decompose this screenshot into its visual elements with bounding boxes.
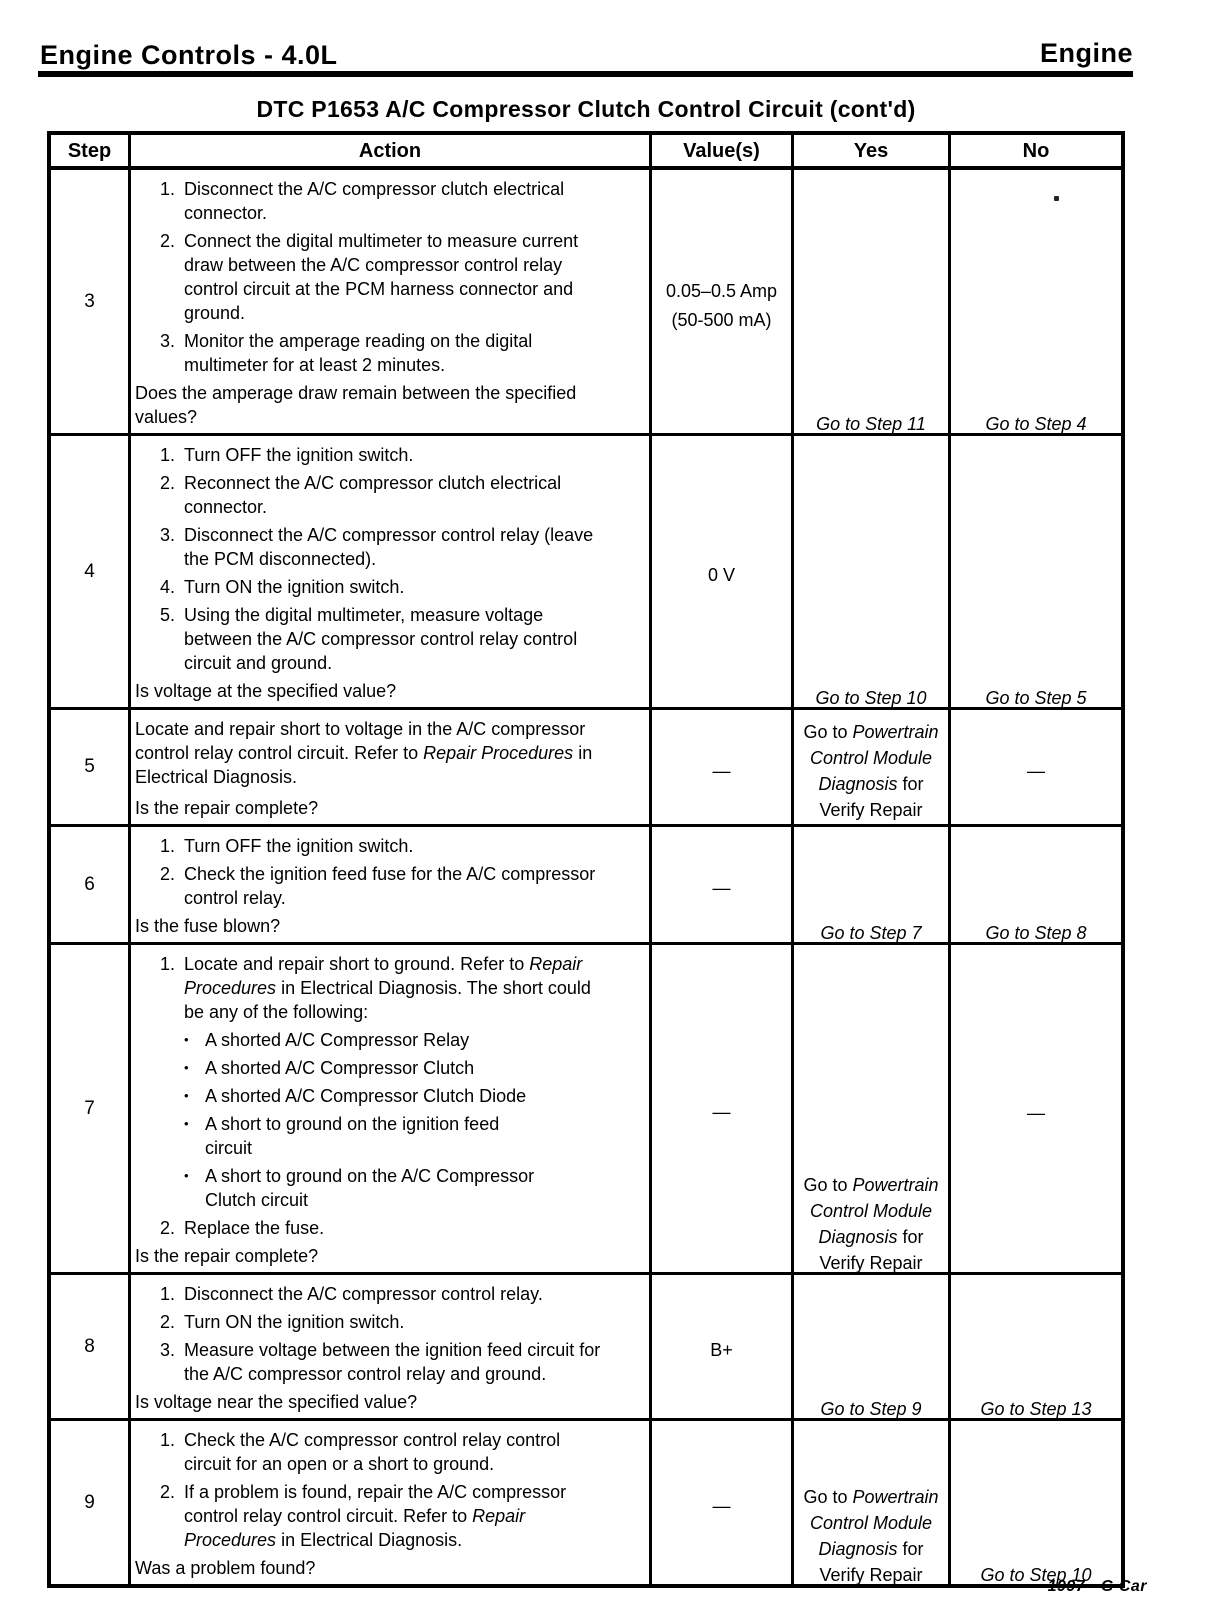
text-segment: Disconnect the A/C compressor control relay.: [184, 1284, 543, 1304]
text-segment: 0.05–0.5 Amp: [665, 280, 778, 301]
text-segment: Powertrain Control Module Diagnosis: [809, 1175, 939, 1247]
text-segment: —: [712, 878, 731, 898]
cell-line: [713, 874, 731, 903]
text-segment: Measure voltage between the ignition feed circuit for the A/C compressor control relay and ground.: [184, 1340, 601, 1384]
page-footer: 1997 - G Car: [1047, 1578, 1147, 1595]
no-cell-content: [951, 1421, 1121, 1584]
action-question: Is voltage near the specified value?: [135, 1392, 418, 1412]
value-cell: [652, 170, 794, 433]
list-number: 2.: [159, 864, 175, 884]
text-segment: If a problem is found, repair the A/C compressor control relay control circuit. Refer to: [184, 1482, 567, 1526]
action-question: Is the fuse blown?: [135, 916, 281, 936]
text-segment: Go to: [803, 1487, 853, 1507]
no-cell: [951, 945, 1121, 1272]
action-item-num: [135, 1338, 609, 1386]
step-cell: 8: [51, 1275, 131, 1418]
no-cell-content: [951, 170, 1121, 433]
action-item-text: [205, 1028, 535, 1052]
column-header-action: Action: [131, 135, 652, 166]
table-row: [51, 945, 1121, 1275]
action-cell: [131, 827, 652, 942]
action-item-text: [205, 1164, 535, 1212]
header-rule: [38, 71, 1133, 77]
action-item-num: [135, 1282, 609, 1306]
table-body: [51, 170, 1121, 1584]
action-item-num: [135, 177, 609, 225]
text-segment: Go to: [803, 722, 853, 742]
text-segment: Powertrain Control Module Diagnosis: [809, 722, 939, 794]
action-item-text: [184, 471, 609, 519]
text-segment: Monitor the amperage reading on the digital multimeter for at least 2 minutes.: [184, 331, 533, 375]
list-number: 1.: [159, 954, 175, 974]
text-segment: Locate and repair short to ground. Refer to: [184, 954, 530, 974]
cell-line: [708, 561, 735, 590]
action-item-bullet: [184, 1056, 609, 1080]
cell-line: [800, 1172, 942, 1272]
list-number: 4.: [159, 577, 175, 597]
text-segment: Check the ignition feed fuse for the A/C compressor control relay.: [184, 864, 596, 908]
action-item-text: [184, 862, 609, 910]
action-item-text: [184, 1216, 609, 1240]
text-segment: Turn OFF the ignition switch.: [184, 445, 414, 465]
no-cell: [951, 170, 1121, 433]
cell-line: [985, 411, 1086, 433]
step-cell: 3: [51, 170, 131, 433]
text-segment: Go to Step 10: [815, 688, 927, 707]
cell-line: [800, 1484, 942, 1584]
cell-line: [820, 920, 921, 942]
action-item-num: [135, 1428, 609, 1476]
page-title: DTC P1653 A/C Compressor Clutch Control Circuit (cont'd): [256, 96, 916, 122]
list-number: 3.: [159, 525, 175, 545]
step-cell: 7: [51, 945, 131, 1272]
no-cell-content: [951, 436, 1121, 707]
text-segment: (50-500 mA): [671, 309, 772, 330]
action-item-num: [135, 952, 609, 1024]
action-question: Is the repair complete?: [135, 798, 319, 818]
value-cell: [652, 436, 794, 707]
yes-cell: [794, 1421, 951, 1584]
action-item-bullet: [184, 1164, 609, 1212]
text-segment: A shorted A/C Compressor Clutch: [205, 1058, 475, 1078]
no-cell: [951, 436, 1121, 707]
yes-cell-content: [794, 1275, 948, 1418]
text-segment: for Verify Repair: [819, 1539, 924, 1584]
yes-cell-content: [794, 945, 948, 1272]
text-segment: Repair Procedures: [423, 743, 574, 763]
action-item-text: [205, 1112, 535, 1160]
value-cell-content: [652, 1275, 791, 1418]
bullet-marker: •: [184, 1168, 189, 1183]
cell-line: [985, 685, 1086, 707]
no-cell-content: [951, 710, 1121, 824]
list-number: 1.: [159, 836, 175, 856]
text-segment: Go to Step 5: [985, 688, 1087, 707]
text-segment: Turn ON the ignition switch.: [184, 1312, 405, 1332]
yes-cell: [794, 1275, 951, 1418]
cell-line: [820, 1396, 921, 1418]
text-segment: —: [712, 760, 731, 781]
no-cell-content: [951, 945, 1121, 1272]
value-cell-content: [652, 945, 791, 1272]
no-cell: [951, 1421, 1121, 1584]
no-cell-content: [951, 827, 1121, 942]
text-segment: —: [712, 1496, 731, 1516]
bullet-marker: •: [184, 1060, 189, 1075]
no-cell: [951, 1275, 1121, 1418]
action-item-text: [184, 575, 609, 599]
yes-cell-content: [794, 170, 948, 433]
page-header-section: Engine Controls - 4.0L: [40, 40, 338, 70]
action-item-text: [184, 1428, 609, 1476]
yes-cell: [794, 945, 951, 1272]
yes-cell-content: [794, 710, 948, 824]
yes-cell: [794, 827, 951, 942]
text-segment: Turn OFF the ignition switch.: [184, 836, 414, 856]
text-segment: Check the A/C compressor control relay control circuit for an open or a short to ground.: [184, 1430, 561, 1474]
action-item-num: [135, 1480, 609, 1552]
cell-line: [985, 920, 1086, 942]
list-number: 1.: [159, 445, 175, 465]
cell-line: [671, 306, 771, 335]
action-question: Is voltage at the specified value?: [135, 681, 397, 701]
value-cell: [652, 945, 794, 1272]
action-item-text: [184, 952, 609, 1024]
text-segment: A shorted A/C Compressor Clutch Diode: [205, 1086, 527, 1106]
page-header-chapter: Engine: [1039, 38, 1133, 68]
action-cell: [131, 710, 652, 824]
yes-cell-content: [794, 1421, 948, 1584]
cell-line: [713, 1098, 731, 1127]
no-cell-content: [951, 1275, 1121, 1418]
step-cell: 6: [51, 827, 131, 942]
cell-line: [816, 411, 926, 433]
cell-line: [713, 1492, 731, 1521]
list-number: 5.: [159, 605, 175, 625]
text-segment: Go to Step 7: [820, 923, 922, 942]
cell-line: [710, 1336, 733, 1365]
text-segment: Disconnect the A/C compressor clutch electrical connector.: [184, 179, 565, 223]
action-item-num: [135, 229, 609, 325]
column-header-values: Value(s): [652, 135, 794, 166]
action-cell: [131, 436, 652, 707]
column-header-yes: Yes: [794, 135, 951, 166]
cell-line: [666, 277, 777, 306]
yes-cell: [794, 436, 951, 707]
diagnostic-table: [47, 131, 1125, 1588]
cell-line: [1027, 758, 1045, 784]
value-cell-content: [652, 1421, 791, 1584]
action-item-num: [135, 1216, 609, 1240]
value-cell: [652, 710, 794, 824]
action-item-bullet: [184, 1084, 609, 1108]
action-item-text: [205, 1056, 535, 1080]
text-segment: Go to Step 13: [980, 1399, 1092, 1418]
value-cell: [652, 1275, 794, 1418]
action-item-num: [135, 471, 609, 519]
action-item-text: [184, 229, 609, 325]
text-segment: Repair Procedures: [184, 1506, 526, 1550]
text-segment: 0 V: [707, 565, 736, 585]
text-segment: Go to Step 10: [980, 1565, 1092, 1584]
text-segment: —: [1027, 761, 1045, 781]
action-question: Was a problem found?: [135, 1558, 316, 1578]
action-item-text: [184, 177, 609, 225]
bullet-marker: •: [184, 1088, 189, 1103]
value-cell-content: [652, 710, 791, 824]
step-cell: 9: [51, 1421, 131, 1584]
bullet-marker: •: [184, 1032, 189, 1047]
table-row: [51, 170, 1121, 436]
table-row: [51, 1275, 1121, 1421]
action-item-text: [184, 1310, 609, 1334]
value-cell-content: [652, 827, 791, 942]
action-item-text: [184, 523, 609, 571]
action-item-text: [184, 1282, 609, 1306]
text-segment: Go to Step 11: [816, 414, 926, 433]
action-item-num: [135, 443, 609, 467]
action-cell: [131, 1275, 652, 1418]
action-item-num: [135, 329, 609, 377]
action-item-num: [135, 834, 609, 858]
text-segment: —: [712, 1102, 731, 1122]
list-number: 1.: [159, 1430, 175, 1450]
action-item-para: [135, 717, 609, 789]
cell-line: [1027, 1100, 1045, 1126]
action-item-text: [184, 329, 609, 377]
action-item-num: [135, 575, 609, 599]
text-segment: in Electrical Diagnosis.: [276, 1530, 463, 1550]
action-cell: [131, 170, 652, 433]
table-header-row: [51, 135, 1121, 170]
yes-cell-content: [794, 436, 948, 707]
table-row: [51, 710, 1121, 827]
list-number: 3.: [159, 331, 175, 351]
print-artifact-speck: [1054, 196, 1059, 201]
action-item-text: [184, 1480, 609, 1552]
text-segment: A shorted A/C Compressor Relay: [205, 1030, 470, 1050]
action-item-text: [184, 443, 609, 467]
text-segment: for Verify Repair: [819, 1227, 924, 1272]
list-number: 2.: [159, 231, 175, 251]
table-row: [51, 827, 1121, 945]
text-segment: A short to ground on the A/C Compressor Clutch circuit: [205, 1166, 535, 1210]
value-cell-content: [652, 170, 791, 433]
bullet-marker: •: [184, 1116, 189, 1131]
action-item-text: [184, 834, 609, 858]
list-number: 2.: [159, 473, 175, 493]
cell-line: [713, 757, 731, 786]
no-cell: [951, 710, 1121, 824]
text-segment: B+: [710, 1340, 733, 1360]
list-number: 1.: [159, 179, 175, 199]
text-segment: for Verify Repair: [819, 774, 924, 820]
text-segment: Go to Step 4: [985, 414, 1087, 433]
text-segment: Repair Procedures: [184, 954, 583, 998]
step-cell: 4: [51, 436, 131, 707]
step-cell: 5: [51, 710, 131, 824]
action-item-num: [135, 1310, 609, 1334]
text-segment: Powertrain Control Module Diagnosis: [809, 1487, 939, 1559]
text-segment: Disconnect the A/C compressor control relay (leave the PCM disconnected).: [184, 525, 594, 569]
column-header-step: Step: [51, 135, 131, 166]
text-segment: in Electrical Diagnosis. The short could be any of the following:: [184, 978, 591, 1022]
action-question: Does the amperage draw remain between the specified values?: [135, 383, 577, 427]
action-question: Is the repair complete?: [135, 1246, 319, 1266]
cell-line: [980, 1396, 1091, 1418]
list-number: 1.: [159, 1284, 175, 1304]
action-cell: [131, 945, 652, 1272]
action-item-text: [184, 603, 609, 675]
text-segment: Go to Step 8: [985, 923, 1087, 942]
text-segment: A short to ground on the ignition feed circuit: [205, 1114, 500, 1158]
action-item-num: [135, 862, 609, 910]
value-cell: [652, 827, 794, 942]
value-cell: [652, 1421, 794, 1584]
action-item-num: [135, 603, 609, 675]
text-segment: Locate and repair short to voltage in the A/C compressor control relay control circuit. Refer to: [135, 719, 586, 763]
yes-cell: [794, 170, 951, 433]
list-number: 2.: [159, 1482, 175, 1502]
no-cell: [951, 827, 1121, 942]
text-segment: Reconnect the A/C compressor clutch electrical connector.: [184, 473, 562, 517]
value-cell-content: [652, 436, 791, 707]
action-item-bullet: [184, 1028, 609, 1052]
text-segment: Turn ON the ignition switch.: [184, 577, 405, 597]
text-segment: Go to Step 9: [820, 1399, 922, 1418]
action-cell: [131, 1421, 652, 1584]
text-segment: Replace the fuse.: [184, 1218, 325, 1238]
yes-cell-content: [794, 827, 948, 942]
column-header-no: No: [1022, 139, 1050, 162]
text-segment: Connect the digital multimeter to measure current draw between the A/C compressor control relay control circuit at the PCM harness connector and ground.: [184, 231, 579, 323]
table-row: [51, 1421, 1121, 1584]
text-segment: Using the digital multimeter, measure voltage between the A/C compressor control relay control circuit and ground.: [184, 605, 578, 673]
list-number: 2.: [159, 1312, 175, 1332]
text-segment: —: [1027, 1102, 1045, 1123]
list-number: 2.: [159, 1218, 175, 1238]
text-segment: Go to: [803, 1175, 853, 1195]
cell-line: [815, 685, 926, 707]
list-number: 3.: [159, 1340, 175, 1360]
action-item-num: [135, 523, 609, 571]
yes-cell: [794, 710, 951, 824]
text-segment: in Electrical Diagnosis.: [135, 743, 593, 787]
action-item-text: [184, 1338, 609, 1386]
action-item-bullet: [184, 1112, 609, 1160]
action-item-text: [205, 1084, 535, 1108]
cell-line: [800, 719, 942, 823]
table-row: [51, 436, 1121, 710]
